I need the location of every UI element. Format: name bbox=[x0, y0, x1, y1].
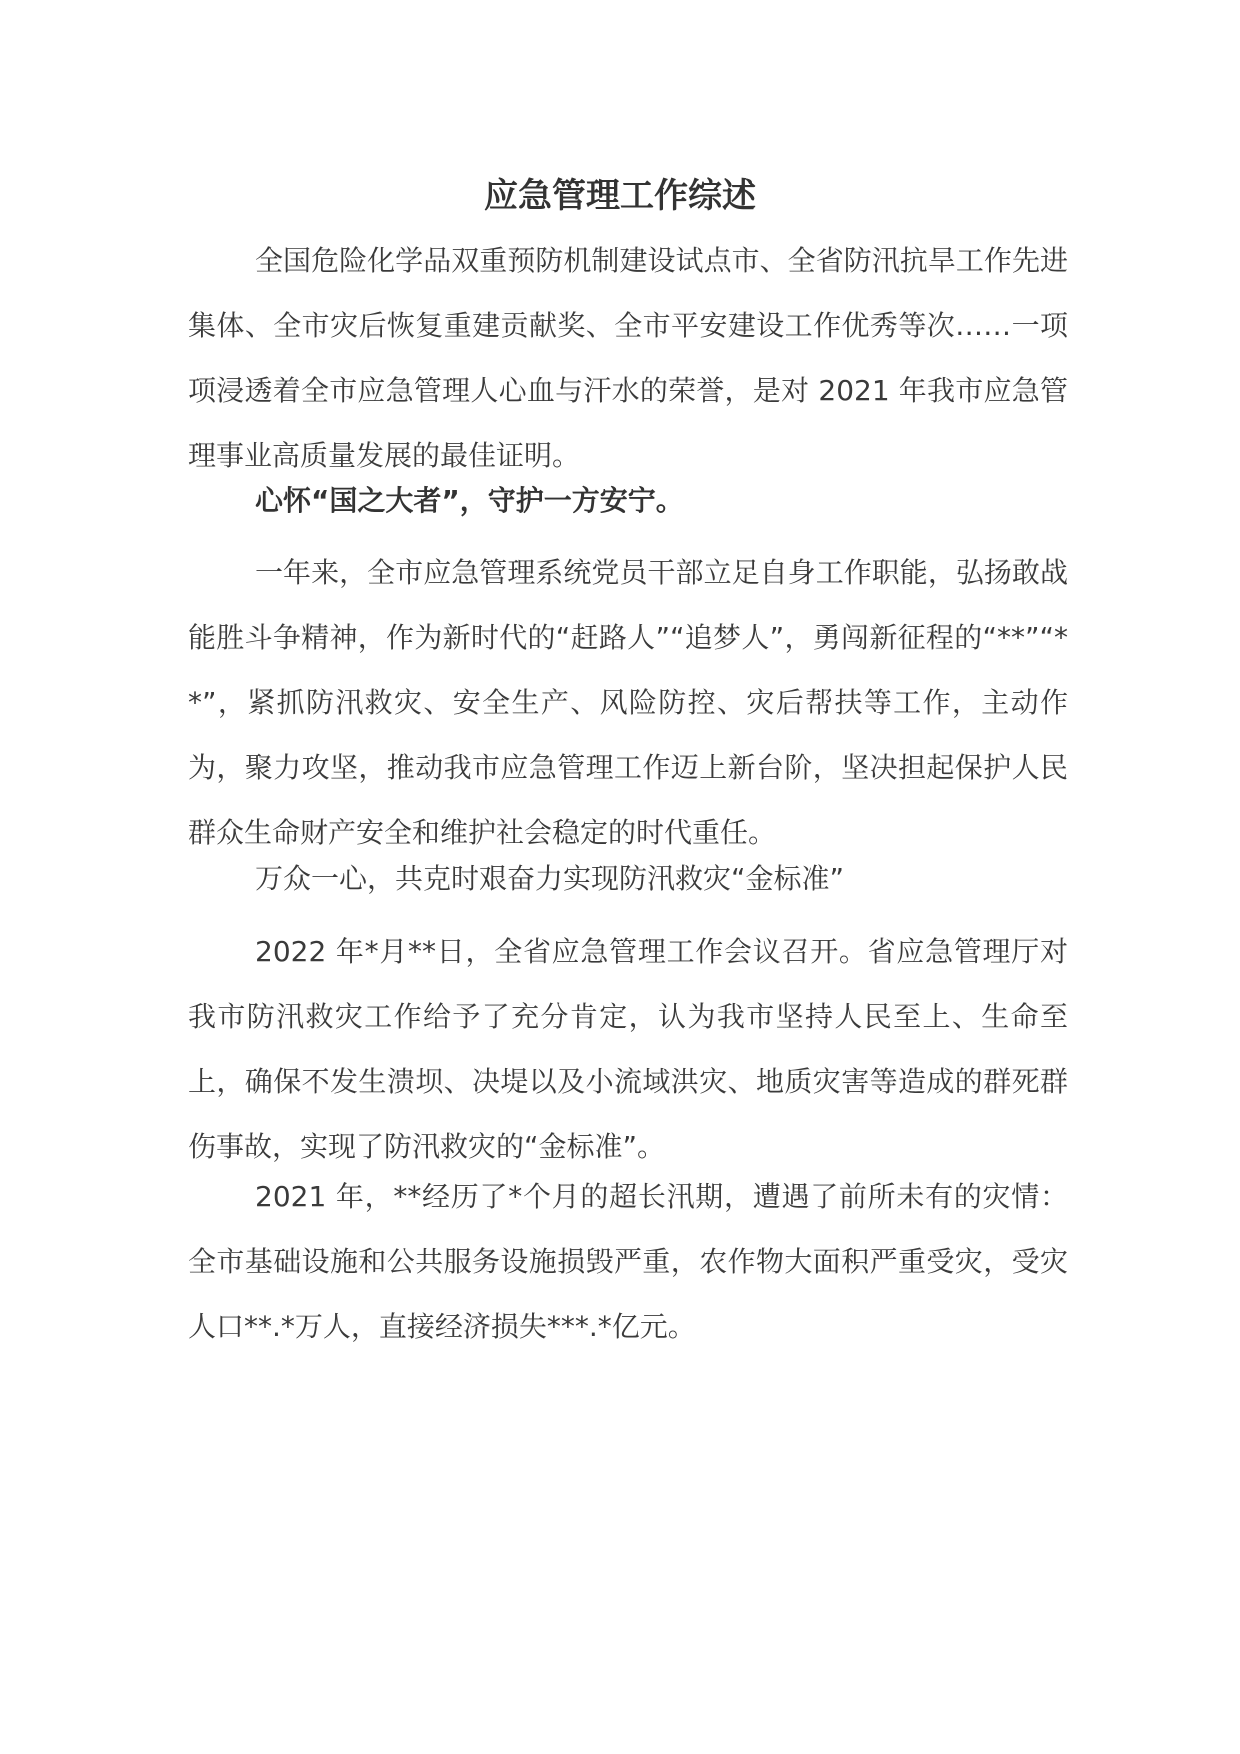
paragraph-provincial-meeting: 2022 年*月**日，全省应急管理工作会议召开。省应急管理厅对我市防汛救灾工作给予了充分肯定，认为我市坚持人民至上、生命至上，确保不发生溃坝、决堤以及小流域洪灾、地质灾害等造成的群死群伤事故，实现了防汛救灾的“金标准”。 bbox=[188, 935, 1068, 1163]
paragraph-intro: 全国危险化学品双重预防机制建设试点市、全省防汛抗旱工作先进集体、全市灾后恢复重建贡献奖、全市平安建设工作优秀等次……一项项浸透着全市应急管理人心血与汗水的荣誉，是对 2021 年我市应急管理事业高质量发展的最佳证明。 bbox=[188, 244, 1068, 472]
paragraph-year-review: 一年来，全市应急管理系统党员干部立足自身工作职能，弘扬敢战能胜斗争精神，作为新时代的“赶路人”“追梦人”，勇闯新征程的“**”“**”，紧抓防汛救灾、安全生产、风险防控、灾后帮扶等工作，主动作为，聚力攻坚，推动我市应急管理工作迈上新台阶，坚决担起保护人民群众生命财产安全和维护社会稳定的时代重任。 bbox=[188, 556, 1068, 849]
section-heading-flood-relief: 万众一心，共克时艰奋力实现防汛救灾“金标准” bbox=[255, 862, 845, 895]
paragraph-disaster-losses: 2021 年，**经历了*个月的超长汛期，遭遇了前所未有的灾情：全市基础设施和公共服务设施损毁严重，农作物大面积严重受灾，受灾人口**.*万人，直接经济损失***.*亿元。 bbox=[188, 1180, 1068, 1343]
document-title: 应急管理工作综述 bbox=[484, 176, 756, 216]
section-heading-guardian: 心怀“国之大者”，守护一方安宁。 bbox=[255, 484, 684, 517]
